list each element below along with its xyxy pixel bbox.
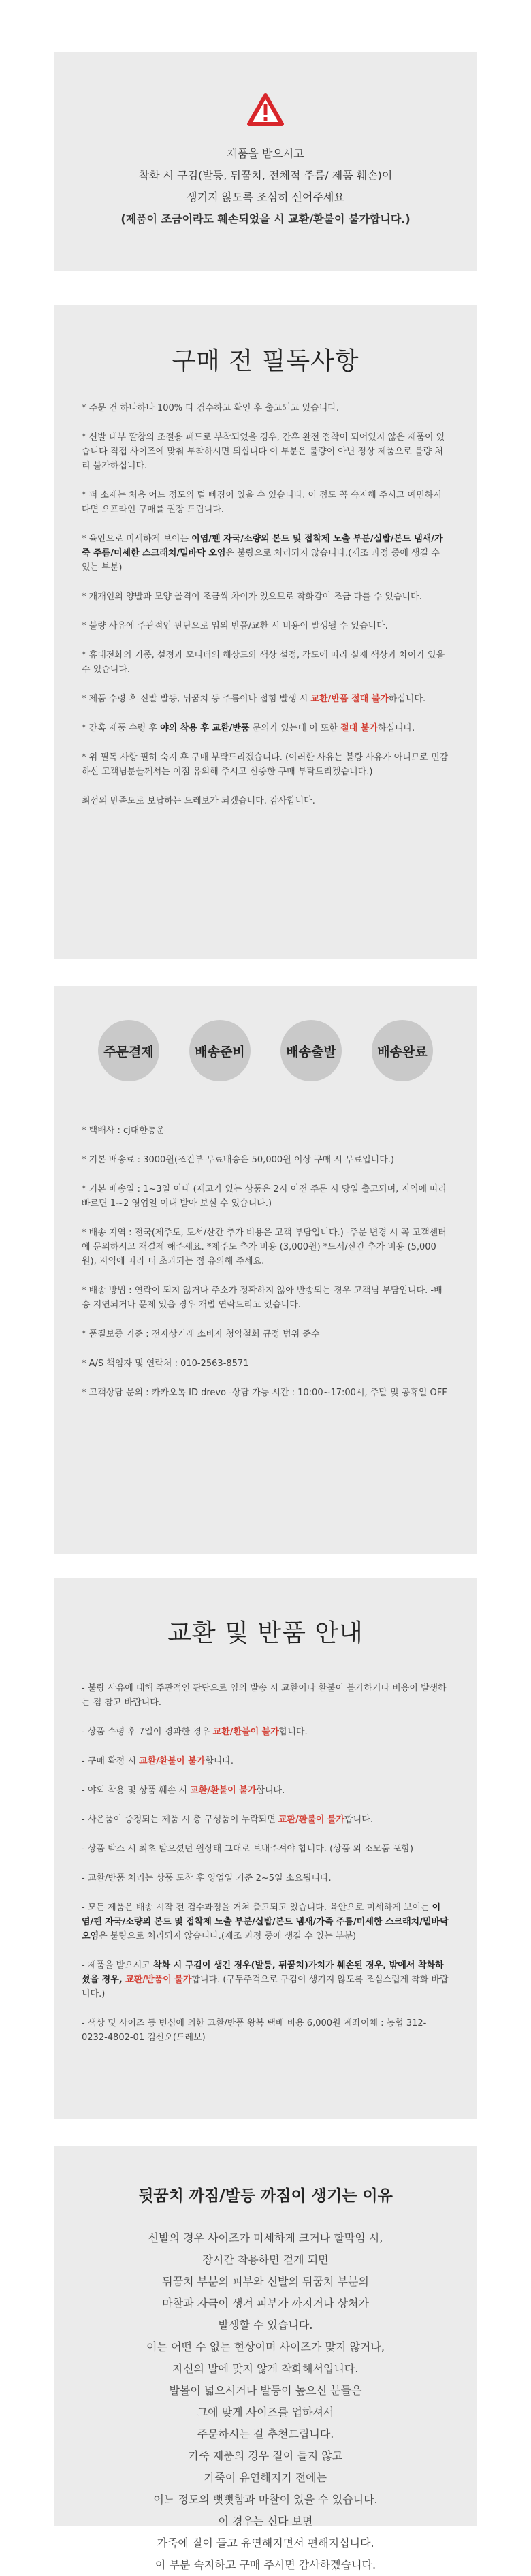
precaution-item: * 퍼 소재는 처음 어느 정도의 털 빠짐이 있을 수 있습니다. 이 점도 꼭 숙지해 주시고 예민하시다면 오프라인 구매를 권장 드립니다. bbox=[82, 490, 442, 515]
exchange-item: - 교환/반품 처리는 상품 도착 후 영업일 기준 2~5일 소요됩니다. bbox=[82, 1873, 332, 1883]
heel-body bbox=[54, 2206, 477, 2576]
heel-line: 뒤꿈치 부분의 피부와 신발의 뒤꿈치 부분의 bbox=[162, 2275, 369, 2288]
exchange-item: - 상품 수령 후 7일이 경과한 경우 교환/환불이 불가합니다. bbox=[82, 1727, 308, 1737]
exchange-item: - 제품을 받으시고 착화 시 구김이 생긴 경우(발등, 뒤꿈치)가치가 훼손된 경우, 밖에서 착화하셨을 경우, 교환/반품이 불가합니다. (구두주걱으로 구김이 생기지 않도록 조심스럽게 착화 바랍니다.) bbox=[82, 1960, 449, 1999]
precaution-item: * 휴대전화의 기종, 설정과 모니터의 해상도와 색상 설정, 각도에 따라 실제 색상과 차이가 있을 수 있습니다. bbox=[82, 650, 445, 675]
heel-line: 발볼이 넓으시거나 발등이 높으신 분들은 bbox=[169, 2384, 362, 2397]
heel-line: 가죽이 유연해지기 전에는 bbox=[204, 2471, 327, 2484]
shipping-item: * 배송 지역 : 전국(제주도, 도서/산간 추가 비용은 고객 부담입니다.) -주문 변경 시 꼭 고객센터에 문의하시고 재결제 해주세요. *제주도 추가 비용 (3,000원) *도서/산간 추가 비용 (5,000원), 지역에 따라 더 초과되는 점 유의해 주세요. bbox=[82, 1228, 447, 1267]
exchange-item: - 색상 및 사이즈 등 변심에 의한 교환/반품 왕복 택배 비용 6,000원 계좌이체 : 농협 312-0232-4802-01 김신오(드레보) bbox=[82, 2018, 427, 2043]
heel-line: 장시간 착용하면 걷게 되면 bbox=[202, 2253, 329, 2266]
precautions-title: 구매 전 필독사항 bbox=[172, 347, 359, 375]
shipping-item: * 품질보증 기준 : 전자상거래 소비자 청약철회 규정 범위 준수 bbox=[82, 1329, 320, 1339]
exchange-title: 교환 및 반품 안내 bbox=[167, 1619, 364, 1647]
heel-line: 가죽에 질이 들고 유연해지면서 편해지십니다. bbox=[157, 2537, 374, 2549]
exchange-panel bbox=[54, 1578, 477, 2119]
heel-line: 주문하시는 걸 추천드립니다. bbox=[197, 2428, 334, 2440]
step-shipped: 배송출발 bbox=[280, 1020, 342, 1081]
exchange-item: - 불량 사유에 대해 주관적인 판단으로 임의 발송 시 교환이나 환불이 불가하거나 비용이 발생하는 점 참고 바랍니다. bbox=[82, 1683, 447, 1708]
heel-panel bbox=[54, 2146, 477, 2571]
heel-line: 이 부분 숙지하고 구매 주시면 감사하겠습니다. bbox=[155, 2558, 376, 2571]
precaution-item: * 제품 수령 후 신발 발등, 뒤꿈치 등 주름이나 접힘 발생 시 교환/반품 절대 불가하십니다. bbox=[82, 694, 426, 704]
step-preparing: 배송준비 bbox=[189, 1020, 251, 1081]
step-delivered: 배송완료 bbox=[372, 1020, 433, 1081]
heel-line: 마찰과 자극이 생겨 피부가 까지거나 상처가 bbox=[162, 2297, 369, 2310]
heel-title: 뒷꿈치 까짐/발등 까짐이 생기는 이유 bbox=[138, 2187, 393, 2205]
heel-line: 가죽 제품의 경우 질이 들지 않고 bbox=[188, 2449, 343, 2462]
notice-line-4: (제품이 조금이라도 훼손되었을 시 교환/환불이 불가합니다.) bbox=[120, 212, 411, 225]
notice-line-1: 제품을 받으시고 bbox=[227, 147, 304, 160]
precaution-item: * 간혹 제품 수령 후 야외 착용 후 교환/반품 문의가 있는데 이 또한 절대 불가하십니다. bbox=[82, 723, 415, 733]
step-order-payment: 주문결제 bbox=[98, 1020, 159, 1081]
exchange-item: - 야외 착용 및 상품 훼손 시 교환/환불이 불가합니다. bbox=[82, 1785, 285, 1796]
heel-line: 이 경우는 신다 보면 bbox=[218, 2515, 313, 2528]
shipping-item: * 배송 방법 : 연락이 되지 않거나 주소가 정확하지 않아 반송되는 경우 고객님 부담입니다. -배송 지연되거나 문제 있을 경우 개별 연락드리고 있습니다. bbox=[82, 1286, 442, 1310]
warning-icon bbox=[247, 93, 284, 127]
shipping-item: * 택배사 : cj대한통운 bbox=[82, 1126, 165, 1136]
precautions-panel bbox=[54, 305, 477, 959]
exchange-item: - 구매 확정 시 교환/환불이 불가합니다. bbox=[82, 1756, 234, 1766]
precaution-item: * 신발 내부 깔창의 조절용 패드로 부착되었을 경우, 간혹 완전 접착이 되어있지 않은 제품이 있습니다 직접 사이즈에 맞춰 부착하시면 되십니다 이 부분은 불량이 아닌 정상 제품으로 불량 처리 불가하십니다. bbox=[82, 432, 445, 471]
shipping-item: * 기본 배송료 : 3000원(조건부 무료배송은 50,000원 이상 구매 시 무료입니다.) bbox=[82, 1155, 395, 1165]
shipping-panel bbox=[54, 986, 477, 1554]
precaution-closing: 최선의 만족도로 보답하는 드레보가 되겠습니다. 감사합니다. bbox=[82, 796, 315, 806]
heel-line: 그에 맞게 사이즈를 업하셔서 bbox=[197, 2406, 334, 2419]
shipping-item: * 기본 배송일 : 1~3일 이내 (재고가 있는 상품은 2시 이전 주문 시 당일 출고되며, 지역에 따라 빠르면 1~2 영업일 이내 받아 보실 수 있습니다.) bbox=[82, 1184, 447, 1209]
exchange-item: - 사은품이 증정되는 제품 시 총 구성품이 누락되면 교환/환불이 불가합니다. bbox=[82, 1815, 373, 1825]
heel-line: 발생할 수 있습니다. bbox=[218, 2319, 313, 2332]
exchange-item: - 상품 박스 시 최초 받으셨던 원상태 그대로 보내주셔야 합니다. (상품 외 소모품 포함) bbox=[82, 1844, 414, 1854]
precaution-item: * 개개인의 양발과 모양 골격이 조금씩 차이가 있으므로 착화감이 조금 다를 수 있습니다. bbox=[82, 592, 422, 602]
precaution-item: * 육안으로 미세하게 보이는 이염/펜 자국/소량의 본드 및 접착제 노출 부분/실밥/본드 냄새/가죽 주름/미세한 스크래치/밑바닥 오염은 불량으로 처리되지 않습니다.(제조 과정 중에 생길 수 있는 부분) bbox=[82, 534, 443, 573]
heel-line: 자신의 발에 맞지 않게 착화해서입니다. bbox=[172, 2362, 359, 2375]
order-steps bbox=[54, 986, 477, 1081]
shipping-item: * A/S 책임자 및 연락처 : 010-2563-8571 bbox=[82, 1358, 249, 1369]
exchange-item: - 모든 제품은 배송 시작 전 검수과정을 거쳐 출고되고 있습니다. 육안으로 미세하게 보이는 이염/펜 자국/소량의 본드 및 접착제 노출 부분/실밥/본드 냄새/가죽 주름/미세한 스크래치/밑바닥 오염은 불량으로 처리되지 않습니다.(제조 과정 중에 생길 수 있는 부분) bbox=[82, 1903, 449, 1941]
precaution-item: * 불량 사유에 주관적인 판단으로 임의 반품/교환 시 비용이 발생될 수 있습니다. bbox=[82, 621, 388, 631]
heel-line: 신발의 경우 사이즈가 미세하게 크거나 할막임 시, bbox=[148, 2231, 383, 2244]
shipping-item: * 고객상담 문의 : 카카오톡 ID drevo -상담 가능 시간 : 10:00~17:00시, 주말 및 공휴일 OFF bbox=[82, 1388, 447, 1398]
precaution-item: * 위 필독 사항 필히 숙지 후 구매 부탁드리겠습니다. (이러한 사유는 불량 사유가 아니므로 민감하신 고객님분들께서는 이점 유의해 주시고 신중한 구매 부탁드리겠습니다.) bbox=[82, 752, 449, 777]
notice-line-2: 착화 시 구김(발등, 뒤꿈치, 전체적 주름/ 제품 훼손)이 bbox=[138, 169, 393, 182]
notice-line-3: 생기지 않도록 조심히 신어주세요 bbox=[187, 191, 344, 204]
heel-line: 어느 정도의 뻣뻣함과 마찰이 있을 수 있습니다. bbox=[153, 2493, 378, 2506]
notice-panel bbox=[54, 52, 477, 271]
precaution-item: * 주문 건 하나하나 100% 다 검수하고 확인 후 출고되고 있습니다. bbox=[82, 403, 339, 413]
heel-line: 이는 어떤 수 없는 현상이며 사이즈가 맞지 않거나, bbox=[146, 2340, 385, 2353]
